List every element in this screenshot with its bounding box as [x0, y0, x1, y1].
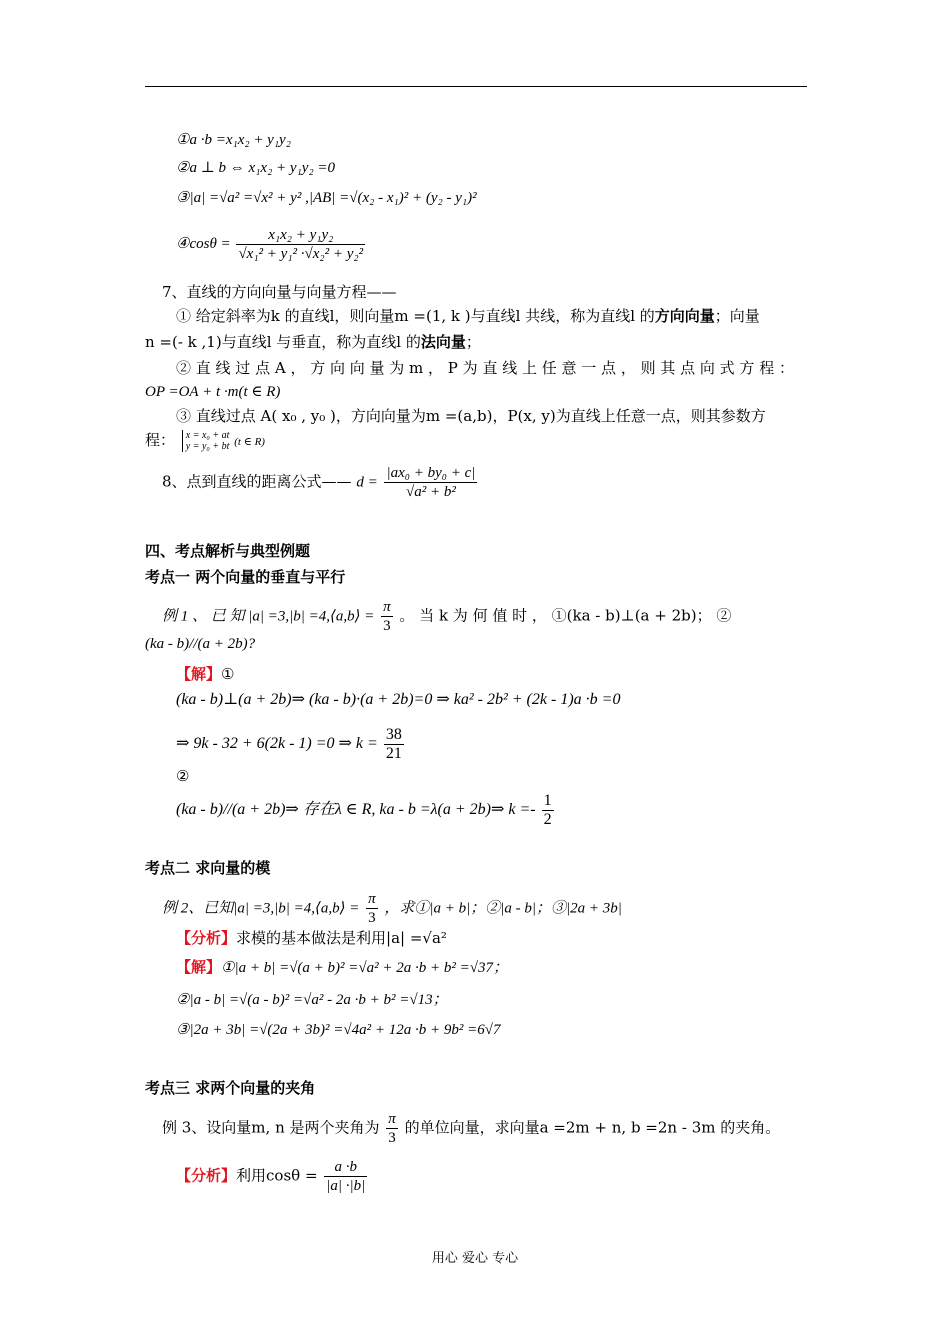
solution-1-line-3 [176, 792, 556, 829]
example-1-three: 3 [383, 618, 391, 634]
solution-2-line-2: ②|a - b| =√(a - b)² =√a² - 2a ·b + b² =√13； [176, 992, 448, 1008]
example-1 [162, 598, 731, 635]
section-8-title: 8、点到直线的距离公式—— [162, 472, 352, 491]
section-7-title: 7、直线的方向向量与向量方程—— [162, 283, 397, 301]
example-3-question: 的单位向量，求向量a =2m + n, b =2n - 3m 的夹角。 [404, 1118, 781, 1137]
example-3-three: 3 [388, 1130, 396, 1146]
solution-1-line-1: (ka - b)⊥(a + 2b)⇒ (ka - b)·(a + 2b)=0 ⇒ ka² - 2b² + (2k - 1)a ·b =0 [176, 691, 621, 708]
example-1-given: 例 1 、 已 知 |a| =3,|b| =4,⟨a,b⟩ = [162, 608, 375, 625]
section-7-para1-tail: ；向量 [714, 307, 760, 325]
solution-1-line-2 [176, 726, 406, 763]
example-2-pi: π [368, 891, 376, 907]
section-7-para3: ③ 直线过点 A( x₀ , y₀ )，方向向量为m =(a,b)，P(x, y)为直线上任意一点，则其参数方 [176, 407, 766, 425]
section-7-para2: ② 直 线 过 点 A ， 方 向 向 量 为 m ， P 为 直 线 上 任 意 一 点 ， 则 其 点 向 式 方 程 ： [176, 359, 794, 377]
parametric-y: y = y₀ + bt [185, 441, 230, 452]
formula-cosine-fraction [236, 226, 365, 263]
example-3 [162, 1110, 780, 1147]
distance-denominator: √a² + b² [406, 484, 456, 500]
formula-dot-product: ①a ·b =x₁x₂ + y₁y₂ [176, 132, 291, 148]
direction-vector-term: 方向向量 [654, 307, 715, 325]
solution-2-line-1-text: ①|a + b| =√(a + b)² =√a² + 2a ·b + b² =√37； [221, 960, 508, 976]
solution-1-k2-denominator: 2 [543, 811, 552, 828]
example-2-angle [366, 890, 378, 927]
example-2-question: ，求①|a + b|；②|a - b|；③|2a + 3b| [384, 900, 622, 917]
section-7-para1-text: ① 给定斜率为k 的直线l，则向量m =(1, k )与直线l 共线，称为直线l 的 [176, 307, 655, 325]
example-1-angle [381, 598, 393, 635]
example-3-angle [386, 1110, 398, 1147]
solution-2-marker: ② [176, 767, 190, 785]
analysis-3 [176, 1158, 369, 1195]
solution-1-k2-value [542, 792, 554, 829]
section-7-para1-cont [145, 332, 481, 352]
parametric-condition: (t ∈ R) [234, 436, 265, 448]
formula-cosine-denominator: √x₁² + y₁² ·√x₂² + y₂² [238, 246, 364, 262]
formula-cosine-label: ④cosθ = [176, 235, 231, 252]
section-7-para1 [176, 306, 760, 326]
distance-fraction [384, 464, 477, 501]
analysis-3-text: 利用cosθ = [236, 1166, 318, 1185]
analysis-tag: 【分析】 [176, 929, 237, 947]
formula-perpendicular: ②a ⊥ b ⇔ x₁x₂ + y₁y₂ =0 [176, 160, 336, 176]
topic-2-title: 考点二 求向量的模 [145, 859, 271, 877]
solution-1-line-3-text: (ka - b)//(a + 2b)⇒ 存在λ ∈ R, ka - b =λ(a + 2b)⇒ k =- [176, 801, 536, 819]
analysis-2-text: 求模的基本做法是利用|a| =√a² [236, 929, 447, 947]
topic-1-title: 考点一 两个向量的垂直与平行 [145, 568, 346, 586]
normal-vector-term: 法向量 [420, 333, 466, 351]
solution-tag: 【解】 [176, 665, 222, 683]
example-1-question: 。 当 k 为 何 值 时 ， ①(ka - b)⊥(a + 2b)； ② [399, 606, 732, 625]
distance-lhs: d = [356, 474, 378, 491]
analysis-3-numerator: a ·b [324, 1158, 367, 1177]
parametric-x: x = x₀ + at [185, 430, 230, 441]
formula-magnitude: ③|a| =√a² =√x² + y² ,|AB| =√(x₂ - x₁)² + (y₂ - y₁)² [176, 190, 477, 206]
example-1-part-2: (ka - b)//(a + 2b)? [145, 636, 256, 652]
parametric-label: 程： [145, 431, 176, 449]
distance-numerator: |ax₀ + by₀ + c| [386, 465, 476, 481]
example-2-given: 例 2、已知|a| =3,|b| =4,⟨a,b⟩ = [162, 900, 360, 917]
solution-1-header [176, 664, 234, 684]
parametric-equation [145, 430, 265, 452]
analysis-3-tag: 【分析】 [176, 1166, 237, 1185]
part-4-heading: 四、考点解析与典型例题 [145, 542, 311, 560]
solution-2-tag: 【解】 [176, 960, 222, 976]
topic-3-title: 考点三 求两个向量的夹角 [145, 1079, 316, 1097]
section-8 [162, 464, 479, 501]
solution-1-line-2-text: ⇒ 9k - 32 + 6(2k - 1) =0 ⇒ k = [176, 735, 378, 753]
solution-1-k-denominator: 21 [385, 745, 402, 762]
formula-cosine [176, 226, 367, 263]
section-7-para1-cont-text: n =(- k ,1)与直线l 与垂直，称为直线l 的 [145, 333, 421, 351]
solution-1-k2-numerator: 1 [543, 792, 552, 809]
solution-1-marker: ① [221, 665, 235, 683]
analysis-3-fraction [324, 1158, 367, 1195]
formula-cosine-numerator: x₁x₂ + y₁y₂ [236, 226, 365, 245]
analysis-2 [176, 928, 447, 948]
page-footer: 用心 爱心 专心 [431, 1251, 519, 1266]
example-3-pi: π [388, 1111, 396, 1127]
solution-2-line-3: ③|2a + 3b| =√(2a + 3b)² =√4a² + 12a ·b + 9b² =6√7 [176, 1022, 501, 1038]
parametric-system [182, 430, 230, 452]
point-vector-equation: OP =OA + t ·m(t ∈ R) [145, 384, 281, 400]
header-rule [145, 86, 807, 87]
solution-2-line-1 [176, 958, 508, 978]
solution-1-k-numerator: 38 [385, 726, 402, 743]
example-2 [162, 890, 622, 927]
analysis-3-denominator: |a| ·|b| [326, 1178, 366, 1194]
example-1-pi: π [383, 599, 391, 615]
solution-1-k-value [384, 726, 404, 763]
example-2-three: 3 [368, 910, 376, 926]
example-3-given: 例 3、设向量m, n 是两个夹角为 [162, 1118, 380, 1137]
section-7-para1-end: ； [465, 333, 481, 351]
